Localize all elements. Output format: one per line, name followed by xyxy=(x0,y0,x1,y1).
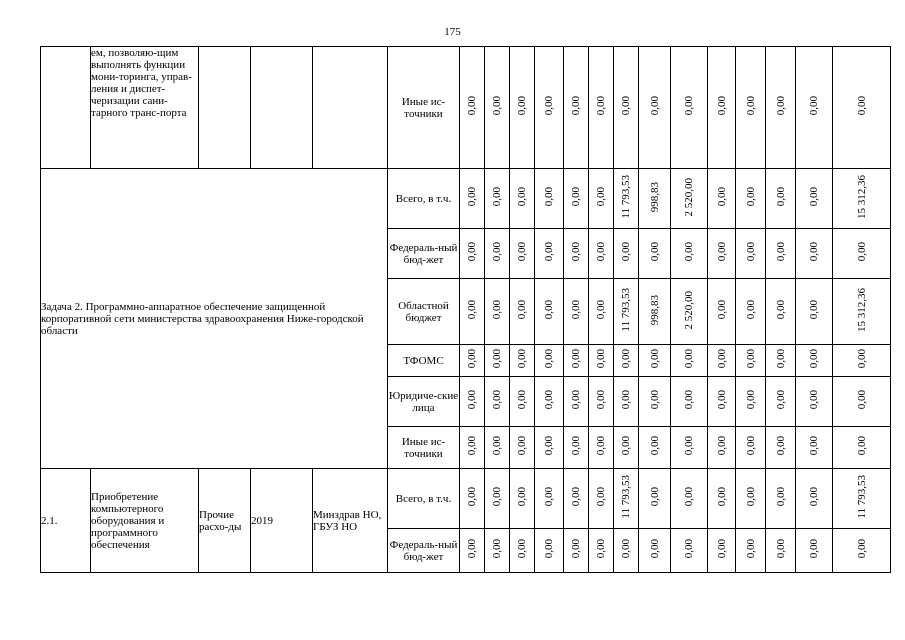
value-text: 0,00 xyxy=(595,539,607,559)
value-cell xyxy=(766,169,796,229)
value-cell xyxy=(736,469,766,529)
funding-source: Иные ис-точники xyxy=(388,427,460,469)
value-cell xyxy=(589,427,614,469)
value-cell xyxy=(736,345,766,377)
value-cell xyxy=(614,469,639,529)
value-text: 2 520,00 xyxy=(683,290,695,330)
value-text: 0,00 xyxy=(570,487,582,507)
value-cell xyxy=(510,229,535,279)
value-cell xyxy=(766,377,796,427)
value-cell xyxy=(460,377,485,427)
value-cell xyxy=(796,345,833,377)
value-cell xyxy=(564,229,589,279)
value-text: 15 312,36 xyxy=(855,288,868,332)
value-text: 0,00 xyxy=(491,349,503,369)
value-cell xyxy=(589,169,614,229)
value-cell xyxy=(708,529,736,573)
value-cell xyxy=(736,529,766,573)
value-cell xyxy=(485,229,510,279)
value-text: 0,00 xyxy=(516,96,528,116)
value-cell xyxy=(614,279,639,345)
value-text: 0,00 xyxy=(570,436,582,456)
value-cell xyxy=(460,529,485,573)
value-cell xyxy=(639,529,671,573)
value-cell xyxy=(796,377,833,427)
value-text: 0,00 xyxy=(491,487,503,507)
value-text: 0,00 xyxy=(715,349,728,369)
value-text: 0,00 xyxy=(570,390,582,410)
value-text: 0,00 xyxy=(715,187,728,207)
value-cell xyxy=(564,427,589,469)
value-cell xyxy=(639,229,671,279)
funding-source: Всего, в т.ч. xyxy=(388,169,460,229)
value-cell xyxy=(796,47,833,169)
funding-source: Юридиче-ские лица xyxy=(388,377,460,427)
value-cell xyxy=(589,47,614,169)
page-number: 175 xyxy=(444,26,461,38)
value-cell xyxy=(589,279,614,345)
value-text: 0,00 xyxy=(570,96,582,116)
value-cell xyxy=(833,377,891,427)
value-cell xyxy=(708,279,736,345)
table-row xyxy=(41,47,891,169)
value-cell xyxy=(766,529,796,573)
value-text: 0,00 xyxy=(516,242,528,262)
value-text: 0,00 xyxy=(620,242,632,262)
value-cell xyxy=(510,377,535,427)
value-text: 0,00 xyxy=(774,539,787,559)
value-cell xyxy=(671,469,708,529)
value-cell xyxy=(535,229,564,279)
value-text: 0,00 xyxy=(516,300,528,320)
value-cell xyxy=(460,345,485,377)
value-text: 0,00 xyxy=(570,539,582,559)
value-text: 0,00 xyxy=(715,96,728,116)
value-cell xyxy=(510,469,535,529)
value-cell xyxy=(736,229,766,279)
value-cell xyxy=(614,377,639,427)
value-cell xyxy=(510,345,535,377)
value-cell xyxy=(614,47,639,169)
value-text: 0,00 xyxy=(855,349,868,369)
value-cell xyxy=(535,279,564,345)
value-text: 0,00 xyxy=(774,300,787,320)
value-text: 0,00 xyxy=(683,436,695,456)
value-text: 0,00 xyxy=(808,300,820,320)
value-cell xyxy=(535,47,564,169)
value-text: 0,00 xyxy=(620,349,632,369)
value-cell xyxy=(485,169,510,229)
value-text: 0,00 xyxy=(774,187,787,207)
value-cell xyxy=(833,229,891,279)
value-text: 0,00 xyxy=(595,96,607,116)
value-text: 0,00 xyxy=(855,539,868,559)
value-cell xyxy=(564,529,589,573)
value-text: 0,00 xyxy=(808,436,820,456)
value-text: 0,00 xyxy=(774,390,787,410)
value-text: 0,00 xyxy=(744,390,757,410)
value-cell xyxy=(535,377,564,427)
value-text: 0,00 xyxy=(715,242,728,262)
value-cell xyxy=(639,47,671,169)
value-cell xyxy=(564,169,589,229)
table-body xyxy=(41,47,891,573)
value-cell xyxy=(766,47,796,169)
cell-empty xyxy=(41,47,91,169)
value-cell xyxy=(535,345,564,377)
value-cell xyxy=(510,47,535,169)
value-cell xyxy=(589,377,614,427)
value-cell xyxy=(614,427,639,469)
cell-empty xyxy=(199,47,251,169)
value-cell xyxy=(766,427,796,469)
value-text: 0,00 xyxy=(808,487,820,507)
value-cell xyxy=(460,229,485,279)
value-text: 11 793,53 xyxy=(620,475,632,519)
value-cell xyxy=(708,469,736,529)
value-text: 0,00 xyxy=(570,242,582,262)
value-cell xyxy=(639,377,671,427)
cell-empty xyxy=(251,47,313,169)
value-cell xyxy=(589,229,614,279)
value-text: 11 793,53 xyxy=(620,175,632,219)
value-text: 0,00 xyxy=(543,96,555,116)
funding-source: Иные ис-точники xyxy=(388,47,460,169)
value-text: 0,00 xyxy=(516,349,528,369)
value-text: 0,00 xyxy=(491,187,503,207)
value-cell xyxy=(510,529,535,573)
value-text: 0,00 xyxy=(516,487,528,507)
value-cell xyxy=(510,427,535,469)
value-cell xyxy=(766,279,796,345)
value-text: 0,00 xyxy=(744,436,757,456)
value-text: 0,00 xyxy=(683,96,695,116)
value-text: 0,00 xyxy=(855,96,868,116)
value-cell xyxy=(564,47,589,169)
value-text: 0,00 xyxy=(620,96,632,116)
value-text: 2 520,00 xyxy=(683,177,695,217)
continuation-text: ем, позволяю-щим выполнять функции мони-торинга, управ-ления и диспет-черизации сани-тарного транс-порта xyxy=(91,47,199,169)
value-text: 0,00 xyxy=(774,96,787,116)
value-cell xyxy=(833,469,891,529)
value-text: 0,00 xyxy=(715,487,728,507)
value-cell xyxy=(460,427,485,469)
value-cell xyxy=(736,427,766,469)
value-cell xyxy=(671,47,708,169)
value-text: 0,00 xyxy=(683,390,695,410)
value-text: 0,00 xyxy=(595,242,607,262)
value-cell xyxy=(671,345,708,377)
value-text: 0,00 xyxy=(808,187,820,207)
value-text: 0,00 xyxy=(595,187,607,207)
value-cell xyxy=(639,169,671,229)
value-cell xyxy=(535,169,564,229)
value-text: 0,00 xyxy=(808,539,820,559)
value-text: 0,00 xyxy=(466,390,478,410)
value-cell xyxy=(708,377,736,427)
value-text: 998,83 xyxy=(648,294,661,326)
value-text: 0,00 xyxy=(491,242,503,262)
value-text: 0,00 xyxy=(855,390,868,410)
value-cell xyxy=(708,229,736,279)
value-text: 0,00 xyxy=(683,242,695,262)
value-text: 0,00 xyxy=(543,390,555,410)
value-cell xyxy=(614,229,639,279)
value-cell xyxy=(639,279,671,345)
value-cell xyxy=(796,469,833,529)
value-cell xyxy=(589,345,614,377)
value-cell xyxy=(535,427,564,469)
cell-empty xyxy=(313,47,388,169)
value-cell xyxy=(639,345,671,377)
value-text: 0,00 xyxy=(491,539,503,559)
value-text: 0,00 xyxy=(595,436,607,456)
value-cell xyxy=(564,279,589,345)
value-text: 0,00 xyxy=(648,390,661,410)
value-cell xyxy=(485,469,510,529)
value-cell xyxy=(671,427,708,469)
value-text: 0,00 xyxy=(466,300,478,320)
value-text: 0,00 xyxy=(466,539,478,559)
funding-source: Федераль-ный бюд-жет xyxy=(388,229,460,279)
value-cell xyxy=(766,229,796,279)
value-text: 15 312,36 xyxy=(855,175,868,219)
value-text: 0,00 xyxy=(774,436,787,456)
value-text: 0,00 xyxy=(595,300,607,320)
value-cell xyxy=(589,529,614,573)
task-title: Задача 2. Программно-аппаратное обеспечение защищенной корпоративной сети министерства здравоохранения Ниже-городской области xyxy=(41,169,388,469)
value-cell xyxy=(485,47,510,169)
value-cell xyxy=(460,469,485,529)
value-text: 0,00 xyxy=(466,242,478,262)
value-cell xyxy=(614,345,639,377)
expense-type: Прочие расхо-ды xyxy=(199,469,251,573)
value-text: 0,00 xyxy=(715,539,728,559)
value-cell xyxy=(796,279,833,345)
value-text: 0,00 xyxy=(516,390,528,410)
value-text: 0,00 xyxy=(648,242,661,262)
value-cell xyxy=(535,469,564,529)
value-text: 0,00 xyxy=(466,436,478,456)
value-text: 0,00 xyxy=(491,390,503,410)
value-text: 0,00 xyxy=(715,436,728,456)
value-cell xyxy=(766,469,796,529)
value-text: 0,00 xyxy=(516,436,528,456)
value-text: 0,00 xyxy=(808,96,820,116)
value-cell xyxy=(833,529,891,573)
value-text: 0,00 xyxy=(744,300,757,320)
value-cell xyxy=(833,169,891,229)
table-row xyxy=(41,469,891,529)
value-text: 0,00 xyxy=(466,96,478,116)
value-cell xyxy=(736,47,766,169)
value-text: 0,00 xyxy=(808,390,820,410)
value-cell xyxy=(671,169,708,229)
value-text: 0,00 xyxy=(683,539,695,559)
value-cell xyxy=(564,469,589,529)
value-cell xyxy=(766,345,796,377)
value-text: 0,00 xyxy=(570,300,582,320)
value-cell xyxy=(671,279,708,345)
value-text: 0,00 xyxy=(466,187,478,207)
value-text: 0,00 xyxy=(516,539,528,559)
value-cell xyxy=(564,345,589,377)
value-text: 0,00 xyxy=(744,242,757,262)
value-cell xyxy=(736,279,766,345)
value-cell xyxy=(460,279,485,345)
value-text: 0,00 xyxy=(648,349,661,369)
item-year: 2019 xyxy=(251,469,313,573)
value-text: 0,00 xyxy=(855,242,868,262)
value-text: 0,00 xyxy=(543,187,555,207)
value-cell xyxy=(535,529,564,573)
value-text: 0,00 xyxy=(620,390,632,410)
item-number: 2.1. xyxy=(41,469,91,573)
value-cell xyxy=(736,169,766,229)
value-text: 0,00 xyxy=(595,390,607,410)
value-text: 998,83 xyxy=(648,181,661,213)
value-text: 0,00 xyxy=(620,436,632,456)
funding-source: Всего, в т.ч. xyxy=(388,469,460,529)
value-text: 0,00 xyxy=(543,242,555,262)
value-text: 0,00 xyxy=(744,539,757,559)
value-text: 0,00 xyxy=(491,96,503,116)
value-cell xyxy=(485,427,510,469)
value-cell xyxy=(589,469,614,529)
value-text: 0,00 xyxy=(683,349,695,369)
value-cell xyxy=(639,427,671,469)
value-cell xyxy=(614,169,639,229)
value-text: 0,00 xyxy=(744,487,757,507)
value-text: 0,00 xyxy=(683,487,695,507)
value-text: 0,00 xyxy=(595,487,607,507)
value-cell xyxy=(833,47,891,169)
value-cell xyxy=(614,529,639,573)
value-cell xyxy=(510,169,535,229)
value-cell xyxy=(796,169,833,229)
item-name: Приобретение компьютерного оборудования и программного обеспечения xyxy=(91,469,199,573)
value-text: 0,00 xyxy=(715,390,728,410)
value-cell xyxy=(708,427,736,469)
value-cell xyxy=(485,529,510,573)
value-text: 0,00 xyxy=(543,436,555,456)
value-text: 0,00 xyxy=(466,349,478,369)
value-text: 11 793,53 xyxy=(855,475,868,519)
value-text: 0,00 xyxy=(543,349,555,369)
value-cell xyxy=(736,377,766,427)
funding-source: ТФОМС xyxy=(388,345,460,377)
value-text: 0,00 xyxy=(855,436,868,456)
value-text: 0,00 xyxy=(774,349,787,369)
value-text: 0,00 xyxy=(648,436,661,456)
value-cell xyxy=(485,345,510,377)
value-cell xyxy=(833,345,891,377)
value-text: 0,00 xyxy=(491,300,503,320)
value-text: 0,00 xyxy=(744,187,757,207)
funding-source: Областной бюджет xyxy=(388,279,460,345)
value-cell xyxy=(833,427,891,469)
value-text: 0,00 xyxy=(648,487,661,507)
value-text: 0,00 xyxy=(516,187,528,207)
value-text: 0,00 xyxy=(808,349,820,369)
value-cell xyxy=(708,169,736,229)
value-text: 0,00 xyxy=(543,487,555,507)
value-text: 0,00 xyxy=(466,487,478,507)
value-text: 0,00 xyxy=(744,349,757,369)
budget-table xyxy=(40,46,891,573)
value-cell xyxy=(485,377,510,427)
item-executor: Минздрав НО, ГБУЗ НО xyxy=(313,469,388,573)
value-text: 0,00 xyxy=(808,242,820,262)
value-cell xyxy=(460,47,485,169)
value-cell xyxy=(671,529,708,573)
value-text: 0,00 xyxy=(595,349,607,369)
value-text: 0,00 xyxy=(744,96,757,116)
value-cell xyxy=(796,427,833,469)
value-text: 0,00 xyxy=(543,300,555,320)
value-cell xyxy=(639,469,671,529)
value-text: 0,00 xyxy=(648,539,661,559)
value-text: 0,00 xyxy=(648,96,661,116)
value-cell xyxy=(485,279,510,345)
value-cell xyxy=(708,47,736,169)
value-cell xyxy=(796,529,833,573)
value-text: 0,00 xyxy=(570,187,582,207)
value-cell xyxy=(708,345,736,377)
value-cell xyxy=(671,377,708,427)
value-text: 0,00 xyxy=(620,539,632,559)
value-text: 0,00 xyxy=(774,487,787,507)
value-cell xyxy=(460,169,485,229)
value-text: 0,00 xyxy=(570,349,582,369)
value-cell xyxy=(510,279,535,345)
value-text: 0,00 xyxy=(774,242,787,262)
value-cell xyxy=(671,229,708,279)
value-cell xyxy=(833,279,891,345)
value-cell xyxy=(796,229,833,279)
value-text: 0,00 xyxy=(543,539,555,559)
value-cell xyxy=(564,377,589,427)
value-text: 11 793,53 xyxy=(620,288,632,332)
value-text: 0,00 xyxy=(715,300,728,320)
table-row xyxy=(41,169,891,229)
funding-source: Федераль-ный бюд-жет xyxy=(388,529,460,573)
value-text: 0,00 xyxy=(491,436,503,456)
